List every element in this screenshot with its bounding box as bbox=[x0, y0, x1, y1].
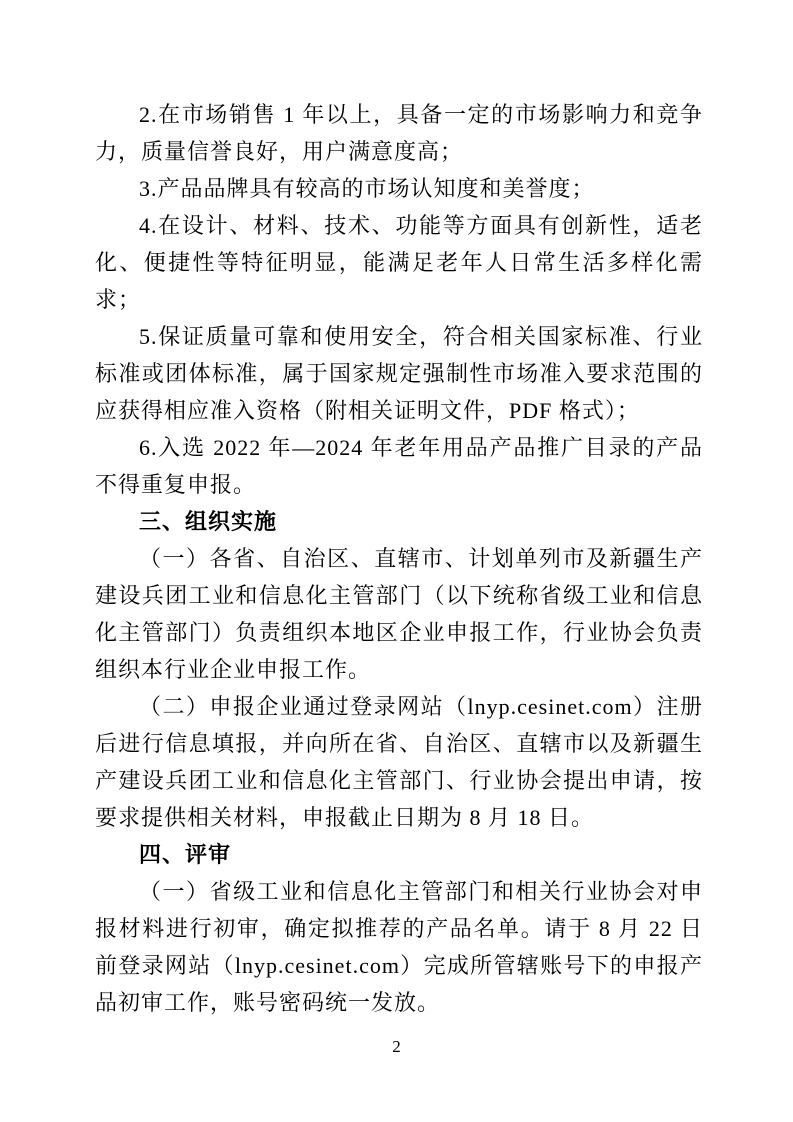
body-paragraph: 6.入选 2022 年—2024 年老年用品产品推广目录的产品不得重复申报。 bbox=[95, 435, 703, 497]
body-paragraph: 2.在市场销售 1 年以上，具备一定的市场影响力和竞争力，质量信誉良好，用户满意度高； bbox=[95, 102, 703, 164]
body-paragraph: 4.在设计、材料、技术、功能等方面具有创新性，适老化、便捷性等特征明显，能满足老年人日常生活多样化需求； bbox=[95, 213, 703, 312]
page-number: 2 bbox=[392, 1037, 401, 1056]
body-paragraph: 3.产品品牌具有较高的市场认知度和美誉度； bbox=[139, 176, 595, 201]
body-paragraph: （一）省级工业和信息化主管部门和相关行业协会对申报材料进行初审，确定拟推荐的产品名单。请于 8 月 22 日前登录网站（lnyp.cesinet.com）完成所管辖账号下的申报产品初审工作，账号密码统一发放。 bbox=[95, 879, 703, 1015]
body-paragraph: （一）各省、自治区、直辖市、计划单列市及新疆生产建设兵团工业和信息化主管部门（以下统称省级工业和信息化主管部门）负责组织本地区企业申报工作，行业协会负责组织本行业企业申报工作。 bbox=[95, 546, 703, 682]
body-paragraph: （二）申报企业通过登录网站（lnyp.cesinet.com）注册后进行信息填报，并向所在省、自治区、直辖市以及新疆生产建设兵团工业和信息化主管部门、行业协会提出申请，按要求提供相关材料，申报截止日期为 8 月 18 日。 bbox=[95, 694, 703, 830]
section-heading: 三、组织实施 bbox=[139, 509, 278, 534]
document-body bbox=[95, 96, 703, 1021]
section-heading: 四、评审 bbox=[139, 842, 232, 867]
body-paragraph: 5.保证质量可靠和使用安全，符合相关国家标准、行业标准或团体标准，属于国家规定强制性市场准入要求范围的应获得相应准入资格（附相关证明文件，PDF 格式）； bbox=[95, 324, 703, 423]
